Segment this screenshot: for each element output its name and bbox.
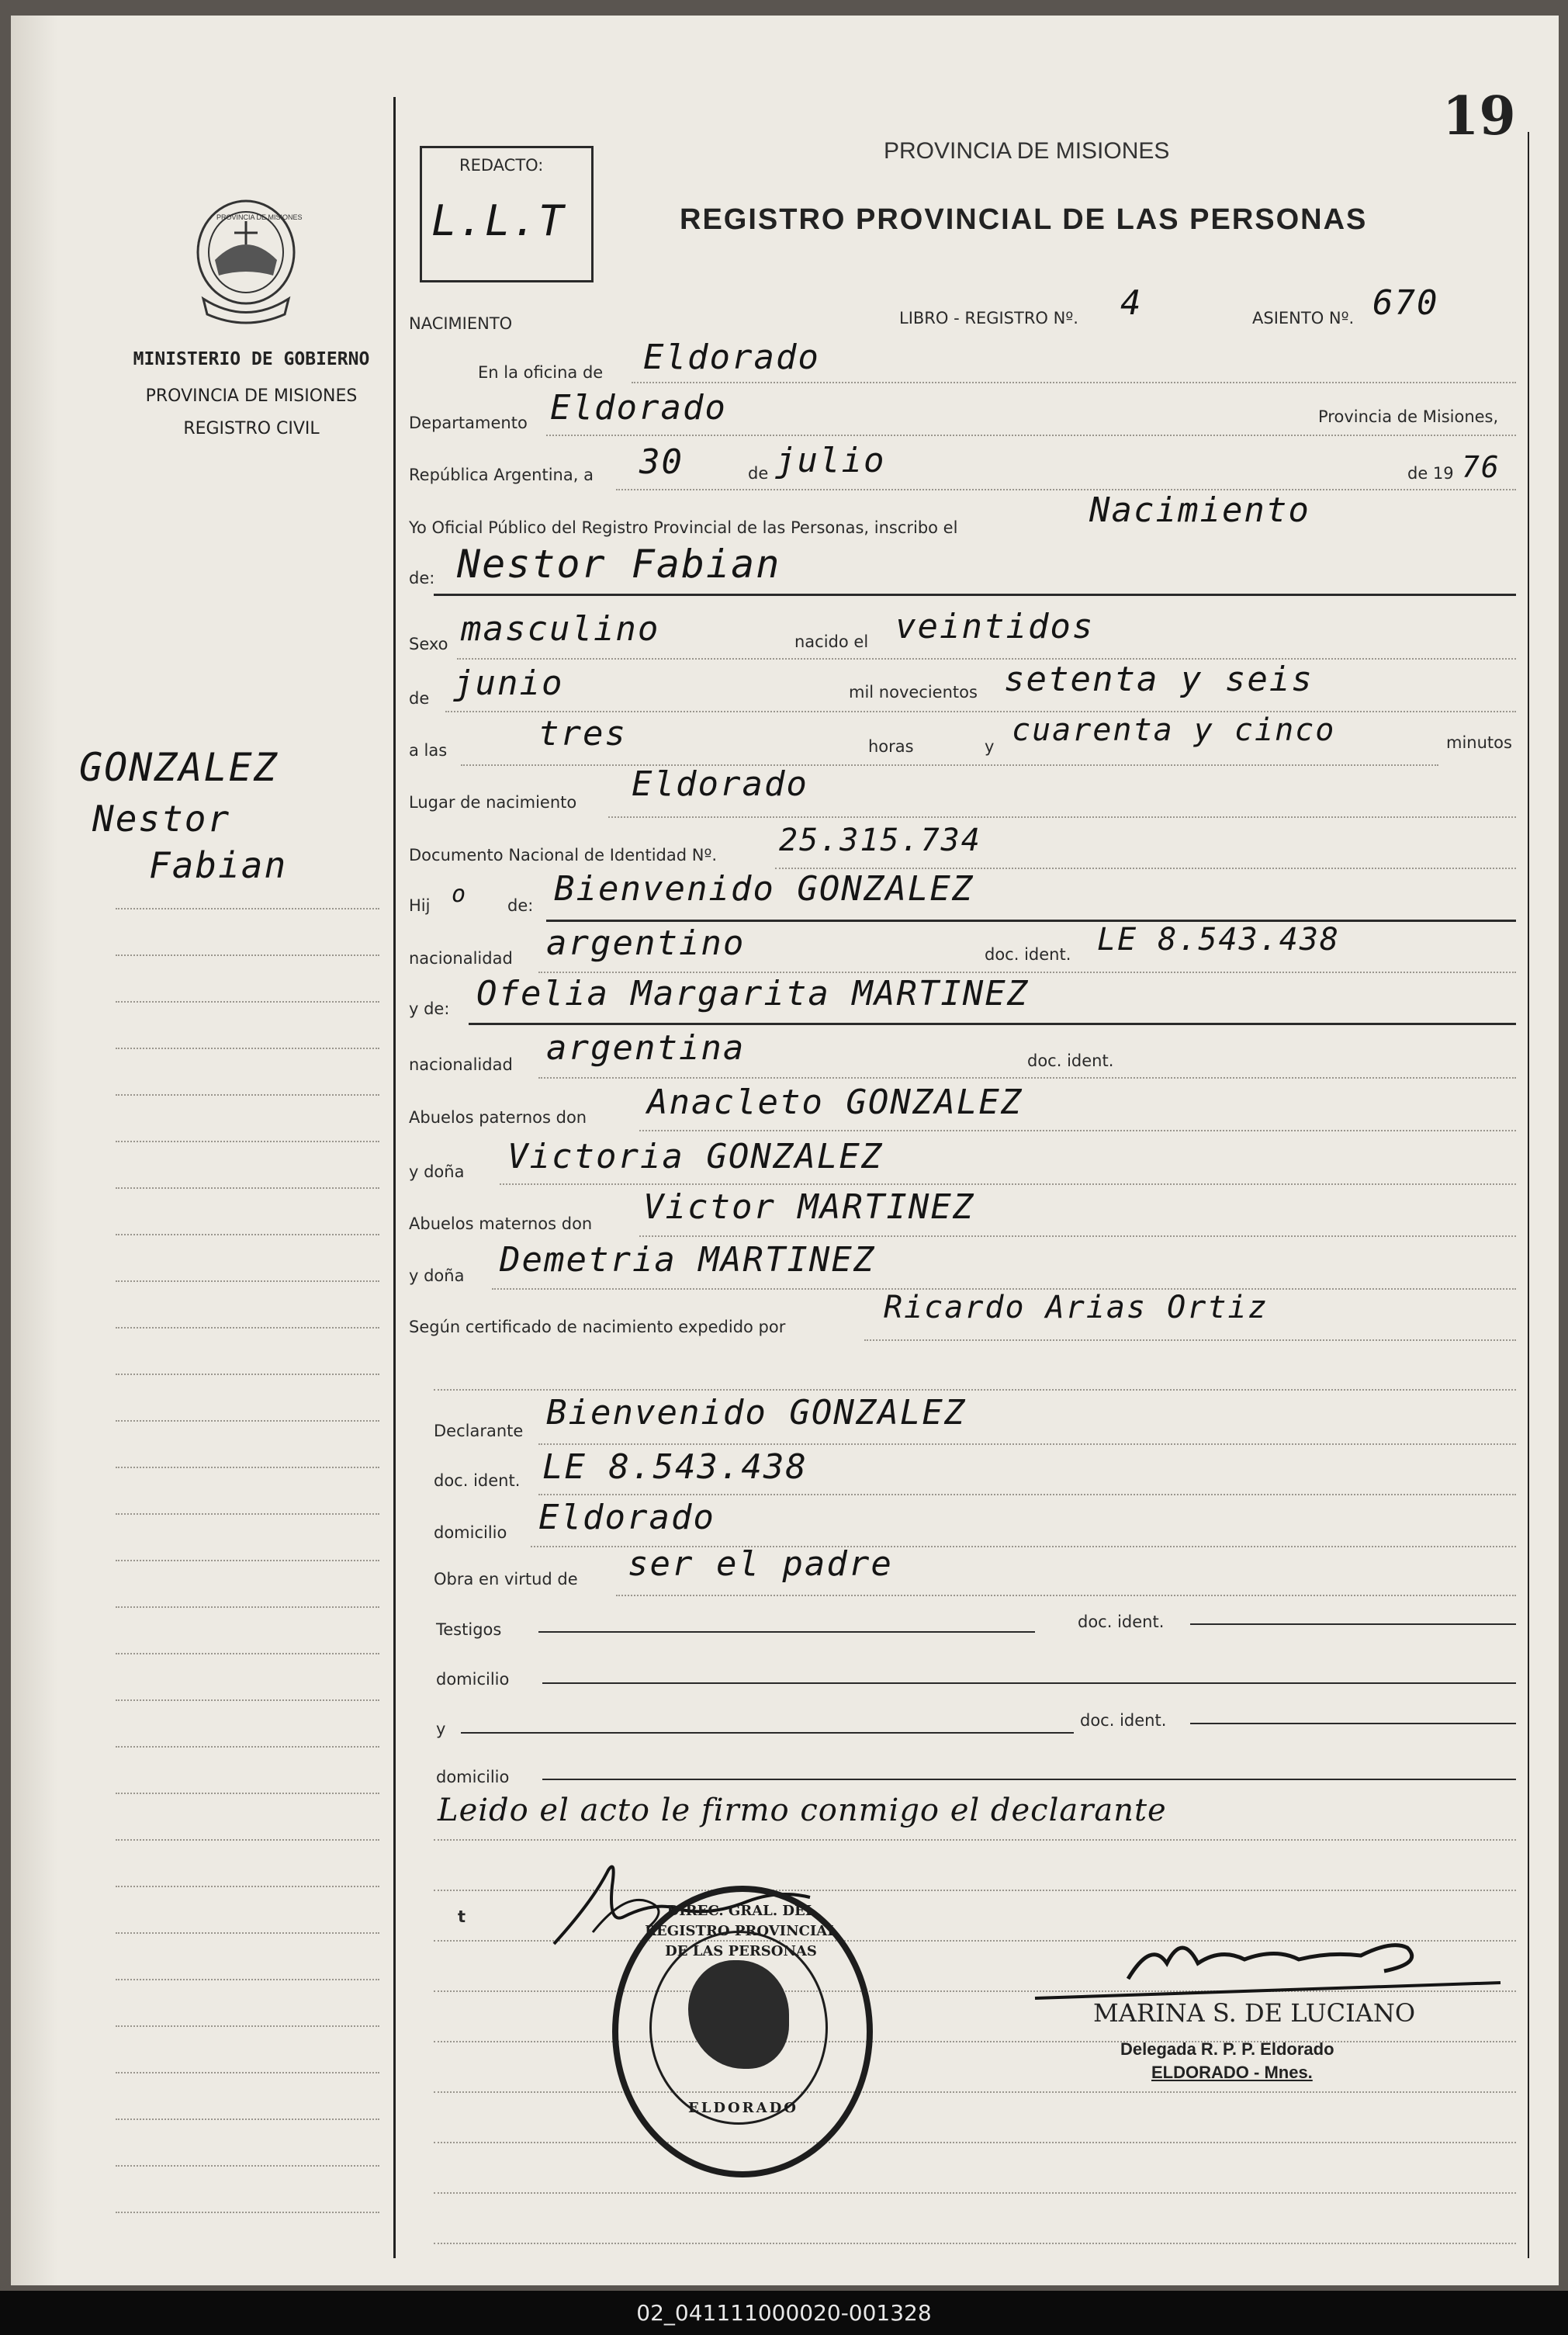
nac-madre-label: nacionalidad bbox=[409, 1055, 513, 1074]
dotline bbox=[434, 1389, 1516, 1391]
dotline bbox=[864, 1339, 1516, 1341]
document-page bbox=[11, 16, 1559, 2285]
dotline bbox=[434, 2243, 1516, 2244]
libro-label: LIBRO - REGISTRO Nº. bbox=[899, 309, 1078, 327]
certificado-value: Ricardo Arias Ortiz bbox=[884, 1290, 1269, 1325]
y-label: y bbox=[985, 737, 995, 756]
nac-padre-label: nacionalidad bbox=[409, 949, 513, 968]
redacto-value: L.L.T bbox=[431, 196, 566, 245]
y-doc-label: doc. ident. bbox=[1080, 1711, 1167, 1730]
abuelos-pat-label: Abuelos paternos don bbox=[409, 1108, 587, 1127]
mes-value: julio bbox=[775, 441, 886, 480]
margin-dotline bbox=[116, 1420, 379, 1422]
redacto-label: REDACTO: bbox=[459, 156, 544, 175]
margin-dotline bbox=[116, 1839, 379, 1841]
margin-dotline bbox=[116, 954, 379, 956]
domicilio2-label: domicilio bbox=[436, 1768, 510, 1786]
a-las-label: a las bbox=[409, 741, 448, 760]
margin-surname: GONZALEZ bbox=[79, 745, 279, 790]
dotline bbox=[445, 711, 1516, 712]
margin-dotline bbox=[116, 1048, 379, 1049]
margin-dotline bbox=[116, 1746, 379, 1748]
emblem-text: PROVINCIA DE MISIONES bbox=[216, 213, 303, 221]
domicilio1-line bbox=[542, 1682, 1516, 1684]
y-testigo-line bbox=[461, 1732, 1074, 1734]
minutos-value: cuarenta y cinco bbox=[1012, 712, 1336, 748]
republica-label: República Argentina, a bbox=[409, 466, 594, 484]
anio-nac-value: setenta y seis bbox=[1004, 660, 1314, 699]
padre-underline bbox=[546, 920, 1516, 922]
dni-label: Documento Nacional de Identidad Nº. bbox=[409, 846, 718, 864]
record-type-label: NACIMIENTO bbox=[409, 314, 513, 333]
margin-name1: Nestor bbox=[92, 798, 231, 840]
madre-underline bbox=[469, 1023, 1516, 1025]
margin-dotline bbox=[116, 1001, 379, 1003]
abuela-pat-value: Victoria GONZALEZ bbox=[507, 1137, 884, 1176]
domicilio1-label: domicilio bbox=[436, 1670, 510, 1689]
dni-value: 25.315.734 bbox=[779, 823, 981, 858]
margin-dotline bbox=[116, 908, 379, 909]
margin-dotline bbox=[116, 1094, 379, 1096]
page-edge bbox=[11, 16, 57, 2285]
dona-mat-label: y doña bbox=[409, 1266, 465, 1285]
name-underline bbox=[434, 594, 1516, 596]
margin-dotline bbox=[116, 1979, 379, 1980]
margin-dotline bbox=[116, 1141, 379, 1142]
registrar-place: ELDORADO - Mnes. bbox=[1151, 2063, 1313, 2082]
lugar-value: Eldorado bbox=[632, 764, 808, 804]
margin-dotline bbox=[116, 1886, 379, 1887]
nac-madre-value: argentina bbox=[546, 1028, 746, 1068]
dotline bbox=[616, 1595, 1516, 1596]
margin-dotline bbox=[116, 2072, 379, 2073]
margin-dotline bbox=[116, 2165, 379, 2167]
registrar-signature-icon bbox=[1019, 1917, 1516, 2010]
margin-dotline bbox=[116, 1513, 379, 1515]
obra-value: ser el padre bbox=[628, 1544, 893, 1584]
anio-value: 76 bbox=[1462, 450, 1501, 484]
dotline bbox=[434, 2142, 1516, 2143]
margin-dotline bbox=[116, 1467, 379, 1468]
departamento-value: Eldorado bbox=[550, 388, 727, 428]
file-id: 02_041111000020-001328 bbox=[0, 2291, 1568, 2335]
testigos-label: Testigos bbox=[436, 1620, 502, 1639]
dotline bbox=[434, 2192, 1516, 2194]
margin-dotline bbox=[116, 1280, 379, 1282]
madre-value: Ofelia Margarita MARTINEZ bbox=[476, 974, 1030, 1013]
dotline bbox=[434, 2091, 1516, 2093]
libro-value: 4 bbox=[1120, 283, 1143, 323]
ministry-line2: PROVINCIA DE MISIONES bbox=[145, 386, 358, 406]
hijo-suffix: o bbox=[452, 881, 468, 908]
dotline bbox=[639, 1130, 1516, 1131]
doc-madre-label: doc. ident. bbox=[1027, 1051, 1114, 1070]
margin-dotline bbox=[116, 1699, 379, 1701]
dotline bbox=[434, 2041, 1516, 2042]
doc-decl-value: LE 8.543.438 bbox=[542, 1447, 808, 1487]
declarante-value: Bienvenido GONZALEZ bbox=[546, 1393, 967, 1433]
margin-dotline bbox=[116, 1560, 379, 1561]
margin-dotline bbox=[116, 1374, 379, 1375]
registrar-title: Delegada R. P. P. Eldorado bbox=[1120, 2039, 1334, 2059]
hora-value: tres bbox=[538, 714, 627, 754]
doc-decl-label: doc. ident. bbox=[434, 1471, 521, 1490]
redacto-box bbox=[420, 146, 594, 282]
abuelo-pat-value: Anacleto GONZALEZ bbox=[647, 1083, 1023, 1122]
t-mark: t bbox=[458, 1907, 466, 1926]
sexo-value: masculino bbox=[461, 609, 660, 649]
dotline bbox=[538, 1443, 1516, 1445]
asiento-label: ASIENTO Nº. bbox=[1252, 309, 1355, 327]
abuelo-mat-value: Victor MARTINEZ bbox=[643, 1187, 975, 1227]
abuelos-mat-label: Abuelos maternos don bbox=[409, 1214, 593, 1233]
dotline bbox=[608, 816, 1516, 818]
doc-padre-label: doc. ident. bbox=[985, 945, 1071, 964]
margin-dotline bbox=[116, 1187, 379, 1189]
y-de-label: y de: bbox=[409, 999, 450, 1018]
de-mes-label: de bbox=[409, 689, 430, 708]
acto-value: Nacimiento bbox=[1089, 490, 1310, 530]
de-label: de bbox=[748, 464, 769, 483]
mes-nac-value: junio bbox=[453, 663, 564, 703]
minutos-label: minutos bbox=[1446, 733, 1512, 752]
dotline bbox=[639, 1235, 1516, 1237]
departamento-label: Departamento bbox=[409, 414, 528, 432]
dotline bbox=[632, 382, 1516, 383]
margin-dotline bbox=[116, 1653, 379, 1654]
margin-dotline bbox=[116, 2212, 379, 2213]
margin-name2: Fabian bbox=[149, 844, 288, 886]
nacido-value: veintidos bbox=[895, 607, 1095, 646]
padre-value: Bienvenido GONZALEZ bbox=[554, 869, 974, 909]
ministry-line3: REGISTRO CIVIL bbox=[183, 419, 320, 438]
sexo-label: Sexo bbox=[409, 635, 448, 653]
testigos-line bbox=[538, 1631, 1035, 1633]
obra-label: Obra en virtud de bbox=[434, 1570, 578, 1588]
lugar-label: Lugar de nacimiento bbox=[409, 793, 577, 812]
stamp-bottom-text: ELDORADO bbox=[688, 2100, 798, 2116]
official-stamp bbox=[612, 1886, 873, 2177]
nombre-value: Nestor Fabian bbox=[457, 542, 781, 587]
asiento-value: 670 bbox=[1372, 283, 1439, 323]
dotline bbox=[500, 1183, 1516, 1185]
dotline bbox=[538, 972, 1516, 973]
anio-label: de 19 bbox=[1407, 464, 1454, 483]
oficina-label: En la oficina de bbox=[478, 363, 604, 382]
margin-dotline bbox=[116, 2118, 379, 2120]
dotline bbox=[457, 658, 1516, 660]
domicilio-value: Eldorado bbox=[538, 1498, 715, 1537]
oficial-text: Yo Oficial Público del Registro Provincial de las Personas, inscribo el bbox=[409, 518, 958, 537]
oficina-value: Eldorado bbox=[643, 338, 820, 377]
nac-padre-value: argentino bbox=[546, 923, 746, 963]
certificado-label: Según certificado de nacimiento expedido por bbox=[409, 1318, 786, 1336]
registry-heading: REGISTRO PROVINCIAL DE LAS PERSONAS bbox=[680, 203, 1368, 236]
dotline bbox=[546, 435, 1516, 436]
page-number: 19 bbox=[1442, 85, 1516, 147]
registrar-name: MARINA S. DE LUCIANO bbox=[1093, 1998, 1416, 2028]
margin-dotline bbox=[116, 1327, 379, 1329]
margin-dotline bbox=[116, 1234, 379, 1235]
margin-dotline bbox=[116, 1793, 379, 1794]
domicilio2-line bbox=[542, 1779, 1516, 1780]
dotline bbox=[461, 764, 1438, 766]
margin-rule bbox=[393, 97, 396, 2258]
testigos-doc-line bbox=[1190, 1623, 1516, 1625]
dona-pat-label: y doña bbox=[409, 1162, 465, 1181]
doc-padre-value: LE 8.543.438 bbox=[1097, 922, 1340, 958]
stamp-text: DIREC. GRAL. DEL REGISTRO PROVINCIAL DE LAS PERSONAS bbox=[645, 1903, 837, 1959]
dia-value: 30 bbox=[639, 442, 684, 482]
closing-text: Leido el acto le firmo conmigo el declarante bbox=[438, 1793, 1167, 1828]
nacido-label: nacido el bbox=[794, 632, 869, 651]
mil-label: mil novecientos bbox=[849, 683, 978, 702]
y-doc-line bbox=[1190, 1723, 1516, 1724]
hijo-de-label: de: bbox=[507, 896, 534, 915]
declarante-label: Declarante bbox=[434, 1422, 524, 1440]
horas-label: horas bbox=[868, 737, 914, 756]
dotline bbox=[616, 489, 1516, 490]
margin-dotline bbox=[116, 1932, 379, 1934]
dotline bbox=[538, 1077, 1516, 1079]
margin-dotline bbox=[116, 1606, 379, 1608]
domicilio-label: domicilio bbox=[434, 1523, 507, 1542]
testigos-doc-label: doc. ident. bbox=[1078, 1613, 1165, 1631]
margin-dotline bbox=[116, 2025, 379, 2027]
abuela-mat-value: Demetria MARTINEZ bbox=[500, 1240, 876, 1280]
dotline bbox=[538, 1494, 1516, 1495]
ministry-line1: MINISTERIO DE GOBIERNO bbox=[133, 349, 370, 369]
right-rule bbox=[1528, 132, 1529, 2258]
provincia-suffix: Provincia de Misiones, bbox=[1318, 407, 1499, 426]
y-testigo-label: y bbox=[436, 1720, 446, 1738]
province-heading: PROVINCIA DE MISIONES bbox=[884, 138, 1170, 164]
hijo-label: Hij bbox=[409, 896, 431, 915]
dotline bbox=[434, 1839, 1516, 1841]
nombre-de-label: de: bbox=[409, 569, 435, 587]
